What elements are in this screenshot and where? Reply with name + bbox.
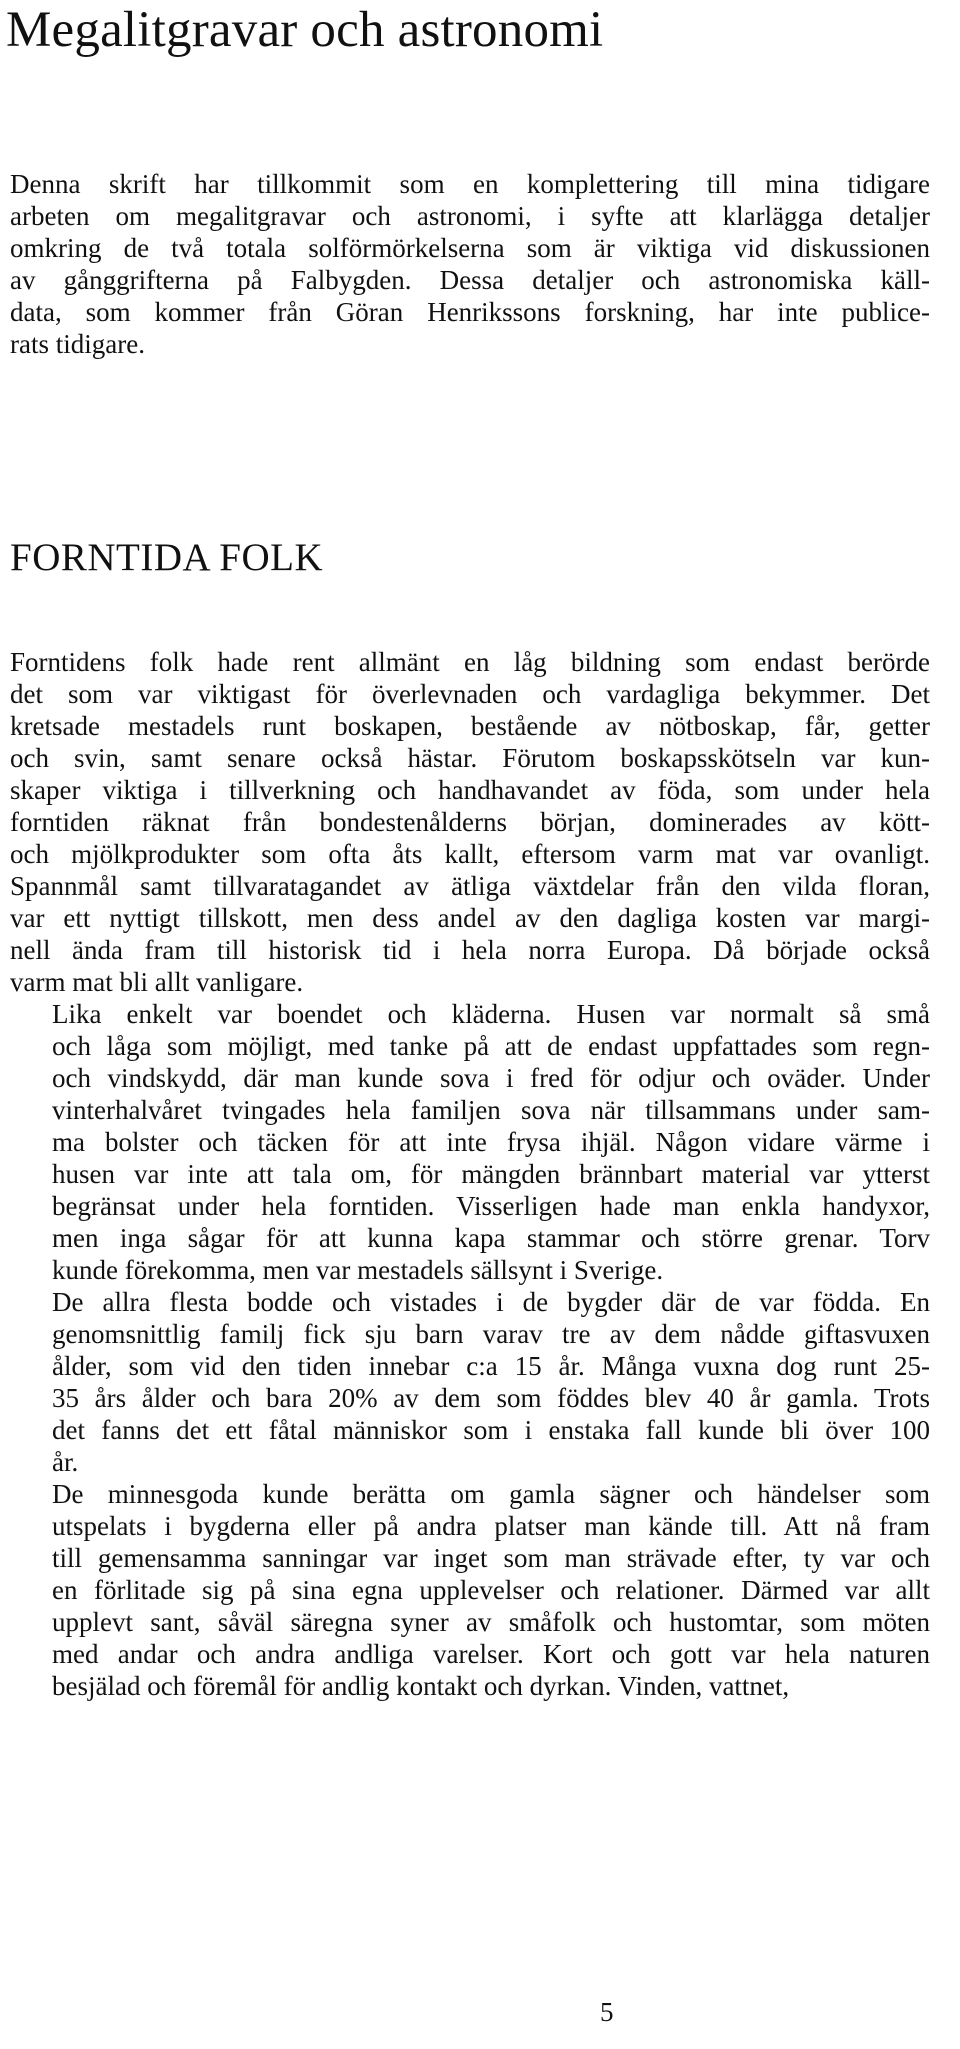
- text-line: Spannmål samt tillvaratagandet av ätliga växtdelar från den vilda floran,: [10, 871, 930, 901]
- text-line: men inga sågar för att kunna kapa stammar och större grenar. Torv: [52, 1223, 930, 1253]
- text-line: år.: [52, 1447, 79, 1477]
- text-line: De allra flesta bodde och vistades i de bygder där de var födda. En: [52, 1287, 930, 1317]
- text-line: ma bolster och täcken för att inte frysa ihjäl. Någon vidare värme i: [52, 1127, 930, 1157]
- document-title: Megalitgravar och astronomi: [6, 2, 604, 58]
- text-line: genomsnittlig familj fick sju barn varav tre av dem nådde giftasvuxen: [52, 1319, 930, 1349]
- text-line: och svin, samt senare också hästar. Förutom boskapsskötseln var kun-: [10, 743, 930, 773]
- text-line: 35 års ålder och bara 20% av dem som föddes blev 40 år gamla. Trots: [52, 1383, 930, 1413]
- text-line: ålder, som vid den tiden innebar c:a 15 år. Många vuxna dog runt 25-: [52, 1351, 930, 1381]
- section-body: [10, 646, 930, 1702]
- text-line: kunde förekomma, men var mestadels sällsynt i Sverige.: [52, 1255, 664, 1285]
- text-line: varm mat bli allt vanligare.: [10, 967, 304, 997]
- text-line: vinterhalvåret tvingades hela familjen sova när tillsammans under sam-: [52, 1095, 930, 1125]
- text-line: begränsat under hela forntiden. Visserligen hade man enkla handyxor,: [52, 1191, 930, 1221]
- text-line: av gånggrifterna på Falbygden. Dessa detaljer och astronomiska käll-: [10, 265, 930, 295]
- section-heading: FORNTIDA FOLK: [10, 536, 324, 579]
- text-line: upplevt sant, såväl säregna syner av småfolk och hustomtar, som möten: [52, 1607, 930, 1637]
- text-line: besjälad och föremål för andlig kontakt och dyrkan. Vinden, vattnet,: [52, 1671, 790, 1701]
- text-line: och mjölkprodukter som ofta åts kallt, eftersom varm mat var ovanligt.: [10, 839, 930, 869]
- text-line: nell ända fram till historisk tid i hela norra Europa. Då började också: [10, 935, 930, 965]
- text-line: rats tidigare.: [10, 329, 145, 359]
- page-number: 5: [600, 1997, 614, 2027]
- text-line: omkring de två totala solförmörkelserna som är viktiga vid diskussionen: [10, 233, 930, 263]
- text-line: och vindskydd, där man kunde sova i fred för odjur och oväder. Under: [52, 1063, 930, 1093]
- body-paragraph: [10, 1478, 930, 1702]
- text-line: var ett nyttigt tillskott, men dess andel av den dagliga kosten var margi-: [10, 903, 930, 933]
- text-line: det fanns det ett fåtal människor som i enstaka fall kunde bli över 100: [52, 1415, 930, 1445]
- intro-paragraph: [10, 168, 930, 360]
- text-line: husen var inte att tala om, för mängden brännbart material var ytterst: [52, 1159, 930, 1189]
- body-paragraph: [10, 1286, 930, 1478]
- text-line: arbeten om megalitgravar och astronomi, i syfte att klarlägga detaljer: [10, 201, 930, 231]
- text-line: skaper viktiga i tillverkning och handhavandet av föda, som under hela: [10, 775, 930, 805]
- body-paragraph: [10, 646, 930, 998]
- body-paragraph: [10, 998, 930, 1286]
- text-line: Denna skrift har tillkommit som en komplettering till mina tidigare: [10, 169, 930, 199]
- text-line: Lika enkelt var boendet och kläderna. Husen var normalt så små: [52, 999, 930, 1029]
- text-line: och låga som möjligt, med tanke på att de endast uppfattades som regn-: [52, 1031, 930, 1061]
- text-line: data, som kommer från Göran Henrikssons forskning, har inte publice-: [10, 297, 930, 327]
- text-line: en förlitade sig på sina egna upplevelser och relationer. Därmed var allt: [52, 1575, 930, 1605]
- text-line: kretsade mestadels runt boskapen, bestående av nötboskap, får, getter: [10, 711, 930, 741]
- text-line: det som var viktigast för överlevnaden och vardagliga bekymmer. Det: [10, 679, 930, 709]
- text-line: De minnesgoda kunde berätta om gamla sägner och händelser som: [52, 1479, 930, 1509]
- text-line: med andar och andra andliga varelser. Kort och gott var hela naturen: [52, 1639, 930, 1669]
- text-line: utspelats i bygderna eller på andra platser man kände till. Att nå fram: [52, 1511, 930, 1541]
- text-line: forntiden räknat från bondestenålderns början, dominerades av kött-: [10, 807, 930, 837]
- text-line: Forntidens folk hade rent allmänt en låg bildning som endast berörde: [10, 647, 930, 677]
- text-line: till gemensamma sanningar var inget som man strävade efter, ty var och: [52, 1543, 930, 1573]
